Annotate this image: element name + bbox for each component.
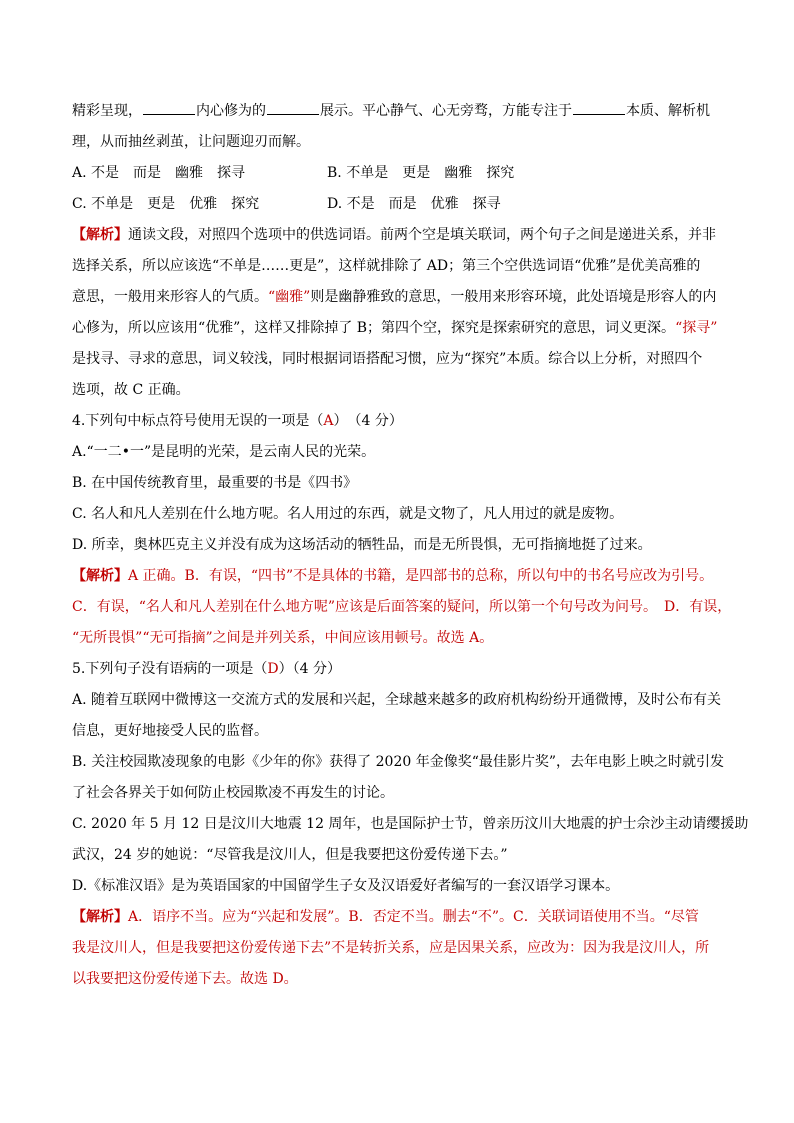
analysis-text: 通读文段，对照四个选项中的供选词语。前两个空是填关联词，两个句子之间是递进关系，并非 bbox=[128, 227, 716, 243]
q5-option-b-line-1: B. 关注校园欺凌现象的电影《少年的你》获得了 2020 年金像奖“最佳影片奖”，去年电影上映之时就引发 bbox=[72, 754, 725, 770]
q4-stem bbox=[72, 406, 724, 437]
q5-analysis-line-3: 以我要把这份爱传递下去。故选 D。 bbox=[72, 971, 298, 987]
q5-option-c-line-2: 武汉，24 岁的她说：“尽管我是汶川人，但是我要把这份爱传递下去。” bbox=[72, 847, 508, 863]
analysis-tag: 【解析】 bbox=[72, 227, 128, 243]
question-text: ） （4 分） bbox=[333, 413, 403, 429]
q4-analysis-line-2: C．有误，“名人和凡人差别在什么地方呢”应该是后面答案的疑问，所以第一个句号改为问号。 D．有误， bbox=[72, 599, 732, 615]
q3-options-row-1 bbox=[72, 158, 724, 189]
analysis-text: 则是幽静雅致的意思，一般用来形容环境，此处语境是形容人的内 bbox=[310, 289, 717, 305]
q3-analysis-line-4 bbox=[72, 313, 724, 344]
q4-option-d: D. 所幸，奥林匹克主义并没有成为这场活动的牺牲品，而是无所畏惧，无可指摘地挺了过来。 bbox=[72, 537, 652, 553]
q3-option-b: B. 不单是 更是 幽雅 探究 bbox=[327, 165, 515, 181]
passage-text: 展示。平心静气、心无旁骛，方能专注于 bbox=[320, 103, 572, 119]
document-page bbox=[72, 96, 749, 995]
q5-option-a-line-1: A. 随着互联网中微博这一交流方式的发展和兴起，全球越来越多的政府机构纷纷开通微博，及时公布有关 bbox=[72, 692, 722, 708]
q3-analysis-line-3 bbox=[72, 282, 724, 313]
question-text: 5.下列句子没有语病的一项是（ bbox=[72, 661, 268, 677]
q3-option-a: A. 不是 而是 幽雅 探寻 bbox=[72, 165, 246, 181]
analysis-text: 意思，一般用来形容人的气质。 bbox=[72, 289, 268, 305]
q3-option-c: C. 不单是 更是 优雅 探究 bbox=[72, 196, 260, 212]
analysis-text: 心修为，所以应该用“优雅”，这样又排除掉了 B；第四个空，探究是探索研究的意思，词义更深。 bbox=[72, 320, 676, 336]
fill-blank-3 bbox=[573, 102, 625, 115]
passage-text: 内心修为的 bbox=[196, 103, 266, 119]
q3-analysis-line-2: 选择关系，所以应该选“不单是……更是”，这样就排除了 AD；第三个空供选词语“优雅”是优美高雅的 bbox=[72, 258, 701, 274]
answer-letter: D bbox=[267, 661, 279, 677]
q4-option-c: C. 名人和凡人差别在什么地方呢。名人用过的东西，就是文物了，凡人用过的就是废物。 bbox=[72, 506, 624, 522]
q3-option-d: D. 不是 而是 优雅 探寻 bbox=[327, 196, 501, 212]
q5-option-c-line-1: C. 2020 年 5 月 12 日是汶川大地震 12 周年，也是国际护士节，曾亲历汶川大地震的护士佘沙主动请缨援助 bbox=[72, 816, 749, 832]
q3-options-row-2 bbox=[72, 189, 724, 220]
passage-line-2: 理，从而抽丝剥茧，让问题迎刃而解。 bbox=[72, 134, 310, 150]
answer-letter: A bbox=[323, 413, 334, 429]
question-text: 4.下列句中标点符号使用无误的一项是（ bbox=[72, 413, 324, 429]
passage-line-1 bbox=[72, 96, 724, 127]
q5-option-b-line-2: 了社会各界关于如何防止校园欺凌不再发生的讨论。 bbox=[72, 785, 394, 801]
fill-blank-1 bbox=[143, 102, 195, 115]
q5-stem bbox=[72, 654, 724, 685]
q4-option-b: B. 在中国传统教育里，最重要的书是《四书》 bbox=[72, 475, 358, 491]
analysis-text: A 正确。B．有误，“四书”不是具体的书籍，是四部书的总称，所以句中的书名号应改为引号。 bbox=[128, 568, 714, 584]
q3-analysis-line-1 bbox=[72, 220, 724, 251]
fill-blank-2 bbox=[267, 102, 319, 115]
analysis-text: A．语序不当。应为“兴起和发展”。B．否定不当。删去“不”。C．关联词语使用不当。“尽管 bbox=[128, 909, 699, 925]
q5-option-d: D.《标准汉语》是为英语国家的中国留学生子女及汉语爱好者编写的一套汉语学习课本。 bbox=[72, 878, 620, 894]
question-text: ）（4 分） bbox=[278, 661, 341, 677]
q4-option-a: A.“一二•一”是昆明的光荣，是云南人民的光荣。 bbox=[72, 444, 376, 460]
analysis-highlight: “探寻” bbox=[675, 320, 718, 336]
q3-analysis-line-5: 是找寻、寻求的意思，词义较浅，同时根据词语搭配习惯，应为“探究”本质。综合以上分析，对照四个 bbox=[72, 351, 703, 367]
q5-option-a-line-2: 信息，更好地接受人民的监督。 bbox=[72, 723, 268, 739]
q5-analysis-line-2: 我是汶川人，但是我要把这份爱传递下去”不是转折关系，应是因果关系，应改为：因为我是汶川人，所 bbox=[72, 940, 710, 956]
analysis-highlight: “幽雅” bbox=[268, 289, 311, 305]
passage-text: 精彩呈现， bbox=[72, 103, 142, 119]
q4-analysis-line-1 bbox=[72, 561, 724, 592]
analysis-tag: 【解析】 bbox=[72, 909, 128, 925]
passage-text: 本质、解析机 bbox=[626, 103, 710, 119]
q4-analysis-line-3: “无所畏惧”“无可指摘”之间是并列关系，中间应该用顿号。故选 A。 bbox=[72, 630, 494, 646]
analysis-tag: 【解析】 bbox=[72, 568, 128, 584]
q3-analysis-line-6: 选项，故 C 正确。 bbox=[72, 382, 190, 398]
q5-analysis-line-1 bbox=[72, 902, 724, 933]
